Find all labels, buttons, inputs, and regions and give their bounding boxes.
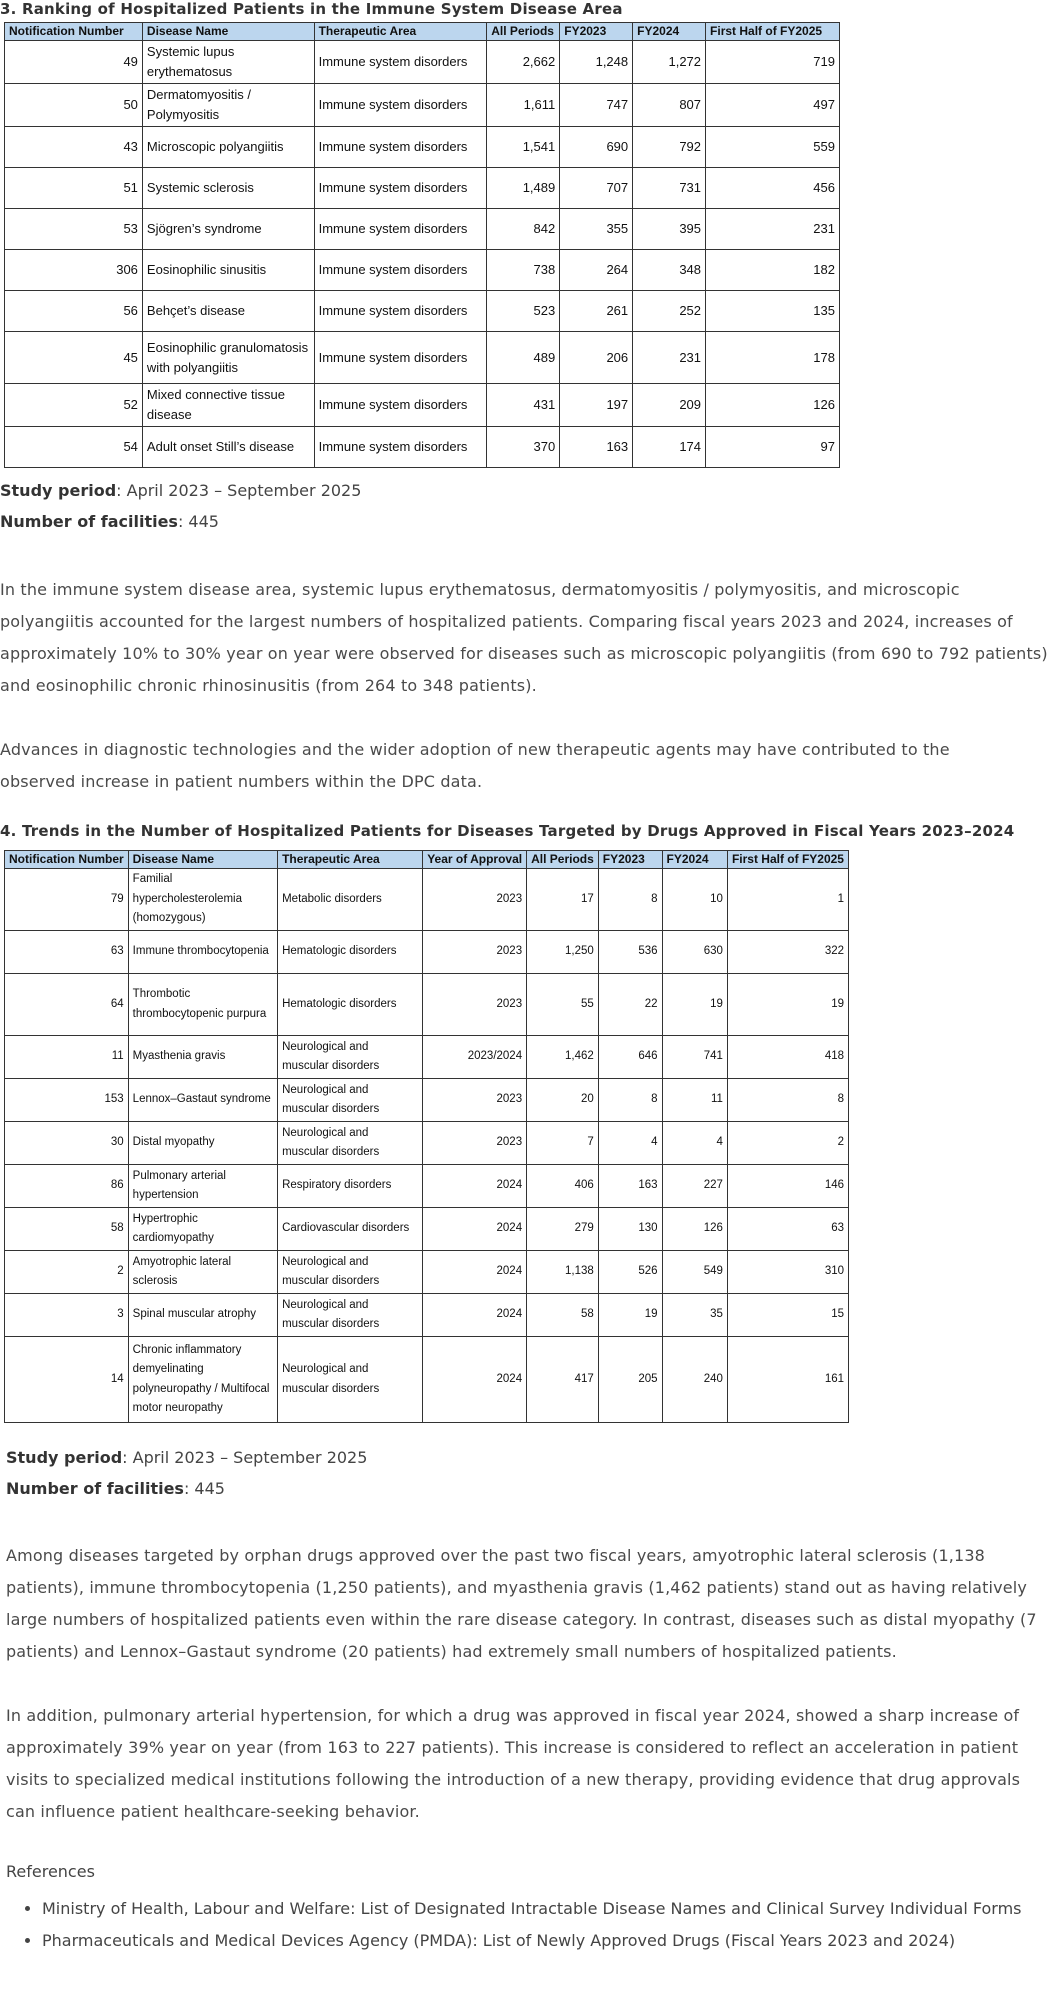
table-row (5, 250, 840, 291)
table-cell: 792 (633, 127, 706, 168)
table-cell: 355 (560, 209, 633, 250)
table-cell: 20 (527, 1079, 599, 1122)
table-cell: 252 (633, 291, 706, 332)
table-cell: 54 (5, 427, 143, 468)
table-cell: 1,248 (560, 41, 633, 84)
column-header: Disease Name (142, 23, 314, 41)
table-cell: 306 (5, 250, 143, 291)
table-cell: Lennox–Gastaut syndrome (128, 1079, 277, 1122)
table-cell: 731 (633, 168, 706, 209)
table-cell: Eosinophilic sinusitis (142, 250, 314, 291)
table-cell: 153 (5, 1079, 129, 1122)
table-cell: 51 (5, 168, 143, 209)
study-period (0, 481, 361, 500)
table-cell: Metabolic disorders (278, 869, 423, 931)
table-row (5, 127, 840, 168)
table-cell: 261 (560, 291, 633, 332)
table-cell: 240 (662, 1337, 727, 1423)
table-row (5, 1337, 849, 1423)
table-cell: 126 (706, 384, 840, 427)
table-row (5, 332, 840, 384)
table-cell: 163 (598, 1165, 662, 1208)
column-header: All Periods (527, 851, 599, 869)
table-cell: Immune thrombocytopenia (128, 931, 277, 974)
column-header: Therapeutic Area (314, 23, 487, 41)
table-row (5, 1079, 849, 1122)
table-cell: Immune system disorders (314, 127, 487, 168)
table-cell: 174 (633, 427, 706, 468)
column-header: First Half of FY2025 (706, 23, 840, 41)
table-cell: 206 (560, 332, 633, 384)
table-cell: 264 (560, 250, 633, 291)
table-cell: Neurological and muscular disorders (278, 1294, 423, 1337)
table-cell: Immune system disorders (314, 84, 487, 127)
table-cell: Pulmonary arterial hypertension (128, 1165, 277, 1208)
table-cell: 559 (706, 127, 840, 168)
table-cell: 15 (727, 1294, 848, 1337)
section-3-paragraph-1: In the immune system disease area, systemic lupus erythematosus, dermatomyositis / polymyositis, and microscopic polyangiitis accounted for the largest numbers of hospitalized patients. Comparing fiscal years 2023 and 2024, increases of approximately 10% to 30% year on year were observed for diseases such as microscopic polyangiitis (from 690 to 792 patients) and eosinophilic chronic rhinosinusitis (from 264 to 348 patients). (0, 580, 1048, 695)
table-cell: 549 (662, 1251, 727, 1294)
table-cell: 58 (527, 1294, 599, 1337)
table-cell: 197 (560, 384, 633, 427)
table-cell: 690 (560, 127, 633, 168)
table-cell: Spinal muscular atrophy (128, 1294, 277, 1337)
table-cell: 17 (527, 869, 599, 931)
table-row (5, 1208, 849, 1251)
column-header: First Half of FY2025 (727, 851, 848, 869)
facilities-label: Number of facilities (0, 512, 178, 531)
table-cell: Neurological and muscular disorders (278, 1337, 423, 1423)
table-cell: 1 (727, 869, 848, 931)
table-cell: 2024 (423, 1251, 527, 1294)
table-cell: 1,250 (527, 931, 599, 974)
table-cell: 4 (598, 1122, 662, 1165)
table-cell: 43 (5, 127, 143, 168)
column-header: Year of Approval (423, 851, 527, 869)
immune-ranking-table (4, 22, 840, 468)
table-cell: Systemic sclerosis (142, 168, 314, 209)
table-row (5, 427, 840, 468)
column-header: Disease Name (128, 851, 277, 869)
table-cell: Thrombotic thrombocytopenic purpura (128, 974, 277, 1036)
table-cell: 79 (5, 869, 129, 931)
table-cell: 1,272 (633, 41, 706, 84)
table-cell: Hematologic disorders (278, 974, 423, 1036)
facilities-label: Number of facilities (6, 1479, 184, 1498)
table-cell: 497 (706, 84, 840, 127)
table-cell: 741 (662, 1036, 727, 1079)
table-row (5, 1165, 849, 1208)
reference-item: • Pharmaceuticals and Medical Devices Agency (PMDA): List of Newly Approved Drugs (Fiscal Years 2023 and 2024) (42, 1925, 1042, 1957)
table-row (5, 291, 840, 332)
table-row (5, 209, 840, 250)
table-cell: 2024 (423, 1294, 527, 1337)
study-period-label: Study period (0, 481, 117, 500)
facilities-value: : 445 (177, 512, 219, 531)
table-cell: Immune system disorders (314, 41, 487, 84)
table-cell: Immune system disorders (314, 291, 487, 332)
table-cell: 205 (598, 1337, 662, 1423)
column-header: FY2024 (662, 851, 727, 869)
table-cell: 1,462 (527, 1036, 599, 1079)
table-cell: 2,662 (487, 41, 560, 84)
study-period-value: : April 2023 – September 2025 (116, 481, 362, 500)
approved-drugs-table (4, 850, 849, 1423)
study-period-2 (6, 1448, 367, 1467)
section-4-title: 4. Trends in the Number of Hospitalized Patients for Diseases Targeted by Drugs Approved in Fiscal Years 2023–2024 (0, 822, 1015, 840)
table-cell: 130 (598, 1208, 662, 1251)
table-cell: 49 (5, 41, 143, 84)
table-cell: 182 (706, 250, 840, 291)
table-cell: Immune system disorders (314, 427, 487, 468)
table-cell: Myasthenia gravis (128, 1036, 277, 1079)
table-cell: 8 (727, 1079, 848, 1122)
table-cell: 2 (5, 1251, 129, 1294)
table-cell: 52 (5, 384, 143, 427)
table-cell: 63 (727, 1208, 848, 1251)
table-cell: 11 (662, 1079, 727, 1122)
table-cell: 4 (662, 1122, 727, 1165)
table-cell: 35 (662, 1294, 727, 1337)
table-cell: 55 (527, 974, 599, 1036)
column-header: Notification Number (5, 851, 129, 869)
table-cell: 19 (727, 974, 848, 1036)
table-cell: 63 (5, 931, 129, 974)
table-cell: 53 (5, 209, 143, 250)
table-cell: 2024 (423, 1208, 527, 1251)
table-cell: 7 (527, 1122, 599, 1165)
table-row (5, 931, 849, 974)
table-cell: 2023 (423, 1122, 527, 1165)
table-row (5, 974, 849, 1036)
table-cell: 231 (633, 332, 706, 384)
table-cell: Distal myopathy (128, 1122, 277, 1165)
table-cell: 146 (727, 1165, 848, 1208)
table-cell: 1,541 (487, 127, 560, 168)
table-cell: 395 (633, 209, 706, 250)
table-cell: 630 (662, 931, 727, 974)
table-cell: Respiratory disorders (278, 1165, 423, 1208)
section-3-title: 3. Ranking of Hospitalized Patients in the Immune System Disease Area (0, 0, 623, 18)
reference-item: • Ministry of Health, Labour and Welfare: List of Designated Intractable Disease Names and Clinical Survey Individual Forms (42, 1893, 1042, 1925)
table-cell: 126 (662, 1208, 727, 1251)
table-row (5, 84, 840, 127)
table-row (5, 1294, 849, 1337)
table-cell: 22 (598, 974, 662, 1036)
table-cell: 646 (598, 1036, 662, 1079)
table-cell: 56 (5, 291, 143, 332)
table-cell: 19 (598, 1294, 662, 1337)
table-cell: 2024 (423, 1165, 527, 1208)
table-cell: 807 (633, 84, 706, 127)
table-cell: 10 (662, 869, 727, 931)
study-period-label: Study period (6, 1448, 123, 1467)
table-cell: 536 (598, 931, 662, 974)
table-cell: 30 (5, 1122, 129, 1165)
table-cell: 2023 (423, 974, 527, 1036)
table-cell: 45 (5, 332, 143, 384)
table-cell: Sjögren’s syndrome (142, 209, 314, 250)
table-cell: 161 (727, 1337, 848, 1423)
column-header: FY2024 (633, 23, 706, 41)
table-cell: 1,611 (487, 84, 560, 127)
table-row (5, 1122, 849, 1165)
table-cell: 227 (662, 1165, 727, 1208)
table-cell: 2024 (423, 1337, 527, 1423)
table-row (5, 41, 840, 84)
section-3-paragraph-2: Advances in diagnostic technologies and the wider adoption of new therapeutic agents may have contributed to the observed increase in patient numbers within the DPC data. (0, 740, 950, 791)
table-cell: 526 (598, 1251, 662, 1294)
table-cell: 3 (5, 1294, 129, 1337)
table-header-row (5, 23, 840, 41)
table-cell: Neurological and muscular disorders (278, 1079, 423, 1122)
table-cell: 135 (706, 291, 840, 332)
table-cell: 489 (487, 332, 560, 384)
table-cell: Immune system disorders (314, 250, 487, 291)
table-cell: 2023 (423, 931, 527, 974)
facilities-count (0, 512, 219, 531)
table-cell: 2023 (423, 869, 527, 931)
table-header-row (5, 851, 849, 869)
table-row (5, 1036, 849, 1079)
table-cell: 86 (5, 1165, 129, 1208)
table-cell: 719 (706, 41, 840, 84)
table-cell: 2 (727, 1122, 848, 1165)
table-cell: 418 (727, 1036, 848, 1079)
table-cell: Familial hypercholesterolemia (homozygous) (128, 869, 277, 931)
column-header: All Periods (487, 23, 560, 41)
table-cell: 1,489 (487, 168, 560, 209)
table-cell: 2023 (423, 1079, 527, 1122)
column-header: FY2023 (598, 851, 662, 869)
table-cell: Microscopic polyangiitis (142, 127, 314, 168)
table-cell: Neurological and muscular disorders (278, 1036, 423, 1079)
table-cell: Adult onset Still’s disease (142, 427, 314, 468)
table-row (5, 869, 849, 931)
table-cell: 279 (527, 1208, 599, 1251)
table-cell: 19 (662, 974, 727, 1036)
table-cell: 431 (487, 384, 560, 427)
table-row (5, 1251, 849, 1294)
column-header: FY2023 (560, 23, 633, 41)
table-cell: Immune system disorders (314, 209, 487, 250)
column-header: Notification Number (5, 23, 143, 41)
table-cell: 370 (487, 427, 560, 468)
table-cell: 11 (5, 1036, 129, 1079)
table-cell: Chronic inflammatory demyelinating polyneuropathy / Multifocal motor neuropathy (128, 1337, 277, 1423)
table-cell: 738 (487, 250, 560, 291)
table-cell: 406 (527, 1165, 599, 1208)
table-cell: 14 (5, 1337, 129, 1423)
references-list (6, 1893, 1042, 1957)
table-cell: 8 (598, 869, 662, 931)
table-cell: Hypertrophic cardiomyopathy (128, 1208, 277, 1251)
table-row (5, 384, 840, 427)
section-4-paragraph-1: Among diseases targeted by orphan drugs approved over the past two fiscal years, amyotrophic lateral sclerosis (1,138 patients), immune thrombocytopenia (1,250 patients), and myasthenia gravis (1,462 patients) stand out as having relatively large numbers of hospitalized patients even within the rare disease category. In contrast, diseases such as distal myopathy (7 patients) and Lennox–Gastaut syndrome (20 patients) had extremely small numbers of hospitalized patients. (6, 1546, 1037, 1661)
table-cell: 707 (560, 168, 633, 209)
table-cell: 97 (706, 427, 840, 468)
table-cell: 417 (527, 1337, 599, 1423)
table-cell: Immune system disorders (314, 168, 487, 209)
table-cell: 209 (633, 384, 706, 427)
table-cell: Neurological and muscular disorders (278, 1251, 423, 1294)
table-cell: Systemic lupus erythematosus (142, 41, 314, 84)
table-cell: Amyotrophic lateral sclerosis (128, 1251, 277, 1294)
table-cell: Dermatomyositis / Polymyositis (142, 84, 314, 127)
table-cell: 8 (598, 1079, 662, 1122)
table-cell: 310 (727, 1251, 848, 1294)
table-cell: 64 (5, 974, 129, 1036)
table-cell: 50 (5, 84, 143, 127)
table-cell: 163 (560, 427, 633, 468)
table-cell: 1,138 (527, 1251, 599, 1294)
table-cell: Eosinophilic granulomatosis with polyangiitis (142, 332, 314, 384)
table-row (5, 168, 840, 209)
study-period-value: : April 2023 – September 2025 (122, 1448, 368, 1467)
table-cell: Immune system disorders (314, 384, 487, 427)
table-cell: Mixed connective tissue disease (142, 384, 314, 427)
table-cell: 747 (560, 84, 633, 127)
facilities-count-2 (6, 1479, 225, 1498)
table-cell: 456 (706, 168, 840, 209)
table-cell: Immune system disorders (314, 332, 487, 384)
table-cell: 322 (727, 931, 848, 974)
table-cell: Behçet’s disease (142, 291, 314, 332)
table-cell: 58 (5, 1208, 129, 1251)
table-cell: 523 (487, 291, 560, 332)
references-title: References (6, 1862, 95, 1881)
table-cell: Neurological and muscular disorders (278, 1122, 423, 1165)
table-cell: Hematologic disorders (278, 931, 423, 974)
table-cell: 178 (706, 332, 840, 384)
table-cell: 231 (706, 209, 840, 250)
section-4-paragraph-2: In addition, pulmonary arterial hypertension, for which a drug was approved in fiscal year 2024, showed a sharp increase of approximately 39% year on year (from 163 to 227 patients). This increase is considered to reflect an acceleration in patient visits to specialized medical institutions following the introduction of a new therapy, providing evidence that drug approvals can influence patient healthcare-seeking behavior. (6, 1706, 1021, 1821)
table-cell: 842 (487, 209, 560, 250)
facilities-value: : 445 (183, 1479, 225, 1498)
table-cell: 2023/2024 (423, 1036, 527, 1079)
table-cell: 348 (633, 250, 706, 291)
column-header: Therapeutic Area (278, 851, 423, 869)
table-cell: Cardiovascular disorders (278, 1208, 423, 1251)
